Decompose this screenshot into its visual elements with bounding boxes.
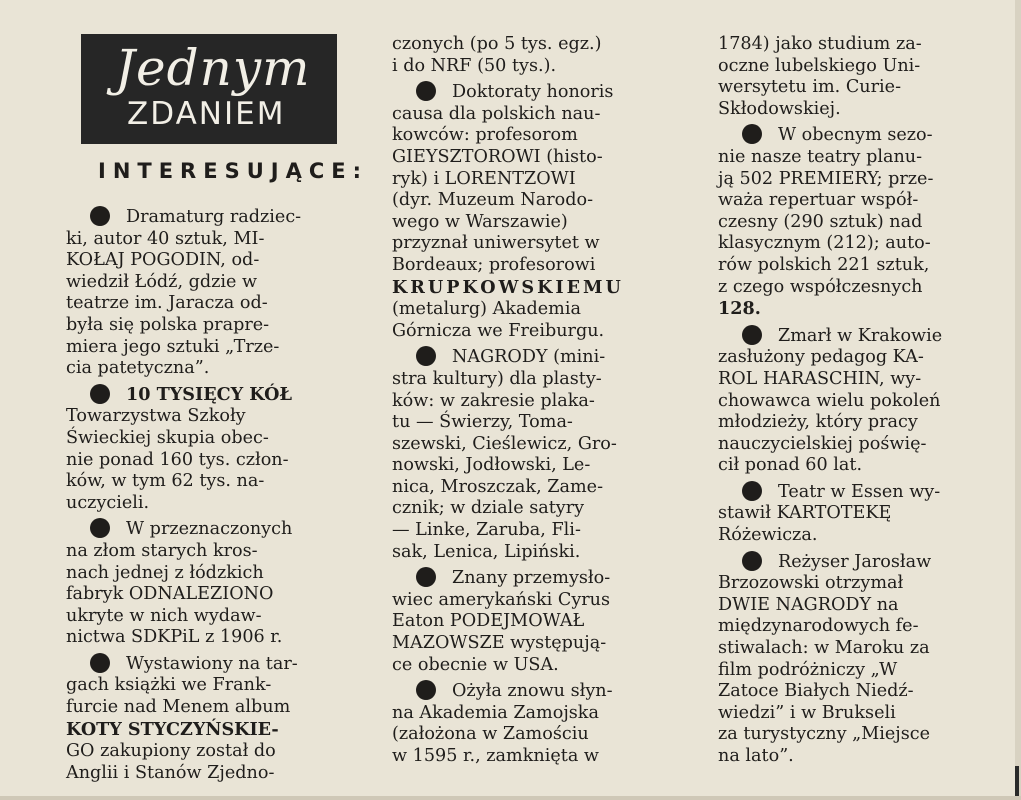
bullet-icon [416, 567, 436, 587]
line: film podróżniczy „W [718, 659, 898, 680]
line: Różewicza. [718, 525, 818, 546]
line: W obecnym sezo- [718, 124, 1006, 147]
line: i do NRF (50 tys.). [392, 55, 557, 76]
line: młodzieży, który pracy [718, 412, 918, 433]
news-item-pogodin [66, 206, 356, 380]
line: Górnicza we Freiburgu. [392, 320, 605, 341]
line: nica, Mroszczak, Zame- [392, 476, 604, 497]
line: nowski, Jodłowski, Le- [392, 455, 591, 476]
line: wiedzi” i w Brukseli [718, 702, 896, 723]
news-item-koty-cont [392, 34, 685, 77]
line: teatrze im. Jaracza od- [66, 293, 268, 314]
banner-script-title: Jednym [115, 39, 311, 97]
line: z czego współczesnych [718, 276, 923, 297]
line: na Akademia Zamojska [392, 702, 599, 723]
line: (metalurg) Akademia [392, 299, 581, 320]
line: za turystyczny „Miejsce [718, 724, 931, 745]
news-item-haraschin [718, 325, 1006, 477]
line: tu — Świerzy, Toma- [392, 412, 573, 433]
line: rów polskich 221 sztuk, [718, 254, 930, 275]
line: MAZOWSZE występują- [392, 633, 607, 654]
line: causa dla polskich nau- [392, 103, 601, 124]
line: Zmarł w Krakowie [718, 325, 1006, 348]
line: Reżyser Jarosław [718, 551, 1006, 574]
news-item-zamojska-cont [718, 34, 1006, 120]
news-item-sdkpil [66, 518, 356, 649]
line: ryk) i LORENTZOWI [392, 168, 576, 189]
news-item-kartoteka [718, 481, 1006, 547]
column-2 [392, 34, 685, 772]
line: stawił KARTOTEKĘ [718, 503, 892, 524]
bullet-icon [90, 206, 110, 226]
line: zasłużony pedagog KA- [718, 347, 924, 368]
line: ki, autor 40 sztuk, MI- [66, 228, 265, 249]
line: ROL HARASCHIN, wy- [718, 368, 922, 389]
line: Wystawiony na tar- [66, 653, 356, 676]
line: gach książki we Frank- [66, 675, 272, 696]
line: ków, w tym 62 tys. na- [66, 471, 265, 492]
column-3 [718, 34, 1006, 772]
bullet-icon [742, 325, 762, 345]
line: Skłodowskiej. [718, 98, 841, 119]
line: Eaton PODEJMOWAŁ [392, 611, 585, 632]
bullet-icon [416, 81, 436, 101]
edge-mark [1015, 766, 1019, 796]
line: w 1595 r., zamknięta w [392, 746, 599, 766]
line: międzynarodowych fe- [718, 616, 919, 637]
line: (założona w Zamościu [392, 724, 589, 745]
line: nauczycielskiej poświę- [718, 433, 927, 454]
line: KRUPKOWSKIEMU [392, 276, 624, 298]
line: Ożyła znowu słyn- [392, 680, 685, 703]
line: ków: w zakresie plaka- [392, 390, 595, 411]
line: Teatr w Essen wy- [718, 481, 1006, 504]
line: nictwa SDKPiL z 1906 r. [66, 627, 283, 648]
line: oczne lubelskiego Uni- [718, 55, 921, 76]
bullet-icon [742, 481, 762, 501]
line: Brzozowski otrzymał [718, 573, 904, 594]
line: kowców: profesorom [392, 125, 578, 146]
line: wersytetu im. Curie- [718, 77, 902, 98]
line: wiec amerykański Cyrus [392, 589, 611, 610]
line: 128. [718, 298, 761, 320]
line: cił ponad 60 lat. [718, 455, 863, 476]
line: ją 502 PREMIERY; prze- [718, 168, 934, 189]
line: nach jednej z łódzkich [66, 562, 264, 583]
line: sak, Lenica, Lipiński. [392, 541, 581, 562]
page-edge [1015, 0, 1021, 800]
line: KOTY STYCZYŃSKIE- [66, 718, 279, 740]
line: czesny (290 sztuk) nad [718, 211, 923, 232]
line: wego w Warszawie) [392, 211, 568, 232]
line: W przeznaczonych [66, 518, 356, 541]
line: stiwalach: w Maroku za [718, 638, 930, 659]
line: chowawca wielu pokoleń [718, 390, 941, 411]
bullet-icon [742, 124, 762, 144]
line: była się polska prapre- [66, 314, 270, 335]
line: cia patetyczna”. [66, 358, 210, 379]
line: Świeckiej skupia obec- [66, 427, 269, 448]
line: 10 TYSIĘCY KÓŁ [66, 384, 356, 407]
news-item-tsś [66, 384, 356, 515]
bullet-icon [416, 346, 436, 366]
banner-caps-title: ZDANIEM [127, 96, 286, 132]
line: wiedził Łódź, gdzie w [66, 271, 258, 292]
bullet-icon [90, 653, 110, 673]
bullet-icon [742, 551, 762, 571]
line: cznik; w dziale satyry [392, 498, 585, 519]
line: Dramaturg radziec- [66, 206, 356, 229]
line: waża repertuar współ- [718, 190, 919, 211]
line: nie nasze teatry planu- [718, 146, 923, 167]
news-item-koty [66, 653, 356, 785]
line: szewski, Cieślewicz, Gro- [392, 433, 617, 454]
line: miera jego sztuki „Trze- [66, 336, 280, 357]
column-1 [66, 34, 368, 788]
bullet-icon [416, 680, 436, 700]
line: ukryte w nich wydaw- [66, 605, 262, 626]
line: KOŁAJ POGODIN, od- [66, 250, 260, 271]
news-item-doktoraty [392, 81, 685, 342]
line: nie ponad 160 tys. człon- [66, 449, 289, 470]
line: Bordeaux; profesorowi [392, 254, 596, 275]
line: czonych (po 5 tys. egz.) [392, 34, 602, 54]
line: GO zakupiony został do [66, 741, 276, 762]
line: fabryk ODNALEZIONO [66, 584, 274, 605]
bullet-icon [90, 518, 110, 538]
bullet-icon [90, 384, 110, 404]
line: — Linke, Zaruba, Fli- [392, 520, 581, 541]
line: DWIE NAGRODY na [718, 594, 899, 615]
line: ce obecnie w USA. [392, 654, 559, 675]
line: Towarzystwa Szkoły [66, 406, 246, 427]
line: stra kultury) dla plasty- [392, 368, 602, 389]
line: furcie nad Menem album [66, 697, 291, 718]
news-item-nagrody [392, 346, 685, 563]
news-item-zamojska [392, 680, 685, 767]
bottom-rule [0, 796, 1021, 800]
column-banner [81, 34, 337, 144]
line: Zatoce Białych Niedź- [718, 681, 914, 702]
line: na lato”. [718, 746, 794, 766]
line: Doktoraty honoris [392, 81, 685, 104]
line: uczycieli. [66, 492, 150, 513]
line: (dyr. Muzeum Narodo- [392, 190, 594, 211]
news-item-brzozowski [718, 551, 1006, 768]
line: 1784) jako studium za- [718, 34, 922, 54]
line: Anglii i Stanów Zjedno- [66, 762, 275, 783]
line: NAGRODY (mini- [392, 346, 685, 369]
line: klasycznym (212); auto- [718, 233, 931, 254]
line: przyznał uniwersytet w [392, 233, 600, 254]
line: na złom starych kros- [66, 540, 258, 561]
news-item-premiery [718, 124, 1006, 320]
line: GIEYSZTOROWI (histo- [392, 146, 603, 167]
line: Znany przemysło- [392, 567, 685, 590]
section-heading: INTERESUJĄCE: [98, 159, 368, 183]
news-item-eaton [392, 567, 685, 676]
